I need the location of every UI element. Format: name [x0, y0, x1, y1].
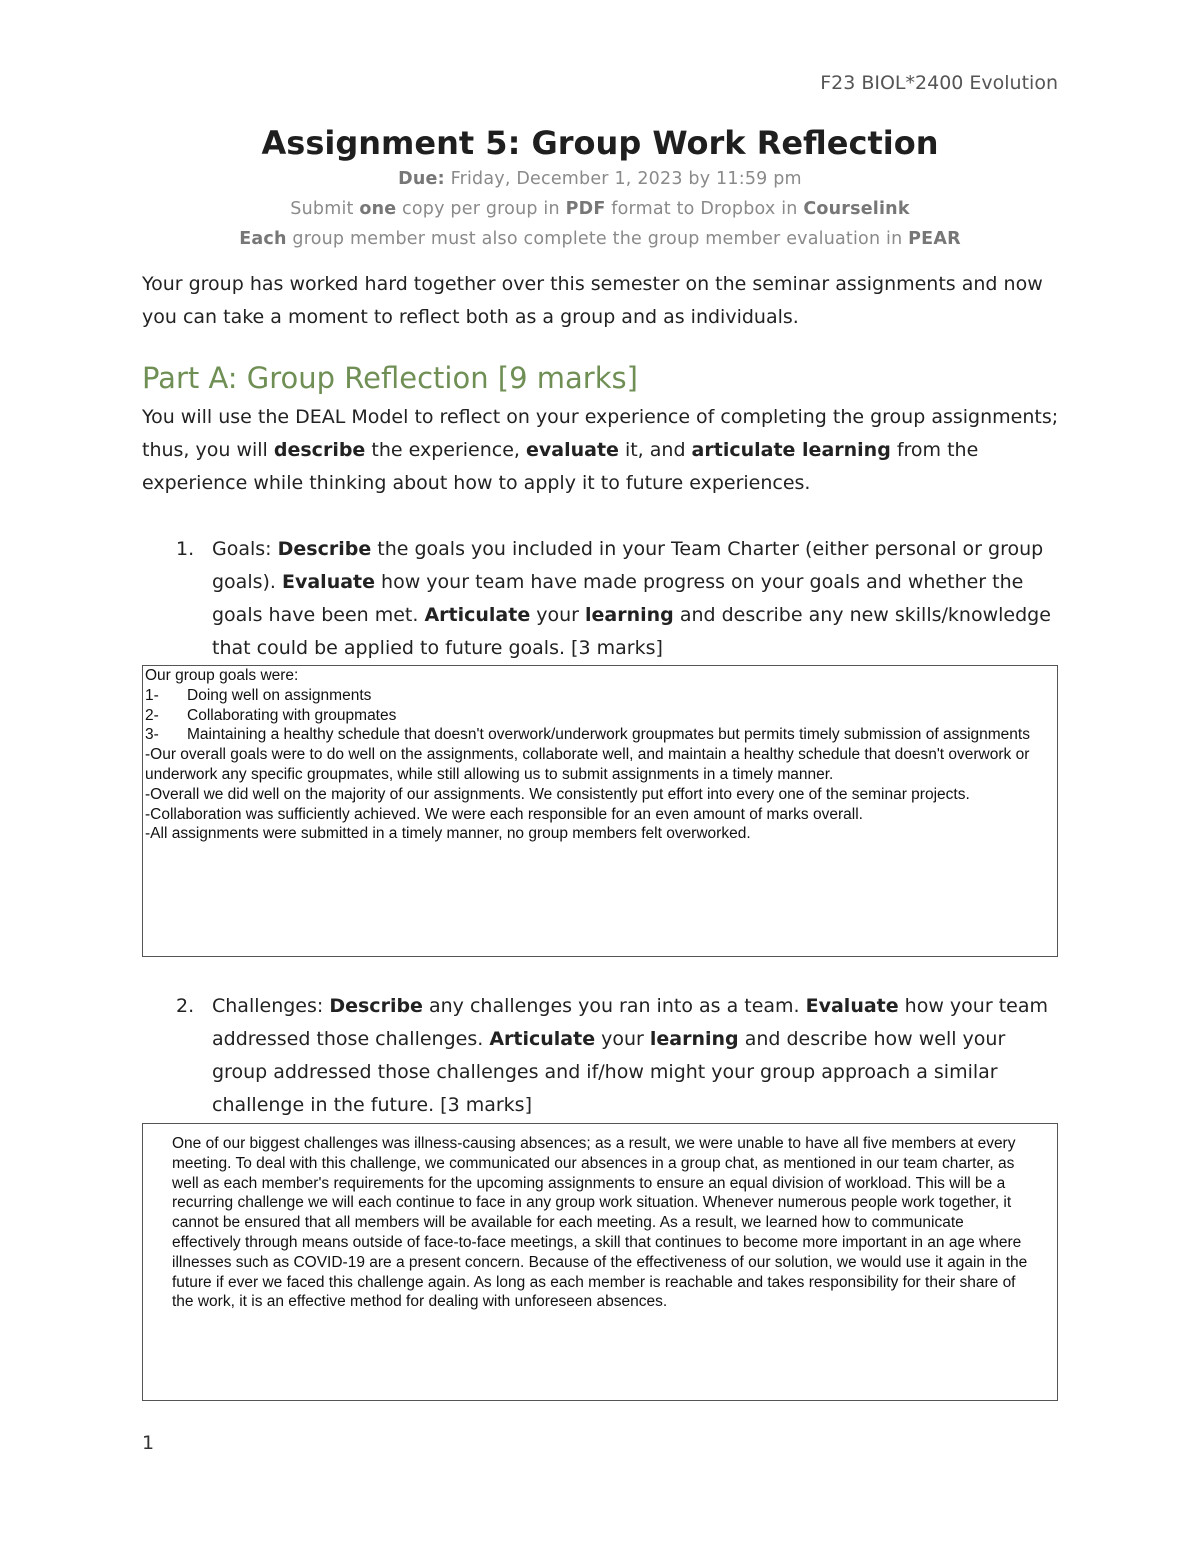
course-header: F23 BIOL*2400 Evolution — [820, 72, 1058, 94]
answer-box-challenges[interactable] — [142, 1123, 1058, 1401]
answer-paragraph: One of our biggest challenges was illness-causing absences; as a result, we were unable to have all five members at every meeting. To deal with this challenge, we communicated our absences in a group chat, as mentioned in our team charter, as well as each member's requirements for the upcoming assignments to ensure an equal division of workload. This will be a recurring challenge we will each continue to face in any group work situation. Whenever numerous people work together, it cannot be ensured that all members will be available for each meeting. As a result, we learned how to communicate effectively through means outside of face-to-face meetings, a skill that continues to become more important in an age where illnesses such as COVID-19 are a present concern. Because of the effectiveness of our solution, we would use it again in the future if ever we faced this challenge again. As long as each member is reachable and takes responsibility for their share of the work, it is an effective method for dealing with unforeseen absences. — [172, 1135, 1028, 1311]
evaluation-line: Each group member must also complete the group member evaluation in PEAR — [239, 229, 961, 249]
question-1 — [142, 533, 1062, 665]
question-text: Challenges: Describe any challenges you ran into as a team. Evaluate how your team addressed those challenges. Articulate your learning and describe how well your group addressed those challenges and if/how might your group approach a similar challenge in the future. [3 marks] — [212, 995, 1048, 1116]
question-number: 1. — [176, 538, 195, 560]
answer-line: -Our overall goals were to do well on the assignments, collaborate well, and maintain a healthy schedule that doesn't overwork or underwork any specific groupmates, while still allowing us to submit assignments in a timely manner. — [145, 746, 1030, 783]
part-a-description: You will use the DEAL Model to reflect on your experience of completing the group assignments; thus, you will describe the experience, evaluate it, and articulate learning from the experience while thinking about how to apply it to future experiences. — [142, 406, 1059, 494]
answer-intro: Our group goals were: — [145, 667, 299, 684]
question-2 — [142, 990, 1062, 1122]
list-item: 2- Collaborating with groupmates — [145, 706, 397, 724]
due-label: Due: — [398, 169, 445, 189]
question-text: Goals: Describe the goals you included in your Team Charter (either personal or group goals). Evaluate how your team have made progress on your goals and whether the goals have been met. Articulate your learning and describe any new skills/knowledge that could be applied to future goals. [3 marks] — [212, 538, 1051, 659]
title-block — [0, 122, 1200, 254]
answer-line: -Overall we did well on the majority of our assignments. We consistently put effort into every one of the seminar projects. — [145, 785, 970, 803]
page-title: Assignment 5: Group Work Reflection — [261, 124, 939, 162]
part-a-heading: Part A: Group Reflection [9 marks] — [142, 361, 638, 395]
answer-line: -Collaboration was sufficiently achieved. We were each responsible for an even amount of marks overall. — [145, 805, 863, 823]
answer-box-goals[interactable] — [142, 665, 1058, 957]
question-number: 2. — [176, 995, 195, 1017]
intro-paragraph: Your group has worked hard together over this semester on the seminar assignments and now you can take a moment to reflect both as a group and as individuals. — [142, 273, 1043, 328]
list-item: 3- Maintaining a healthy schedule that doesn't overwork/underwork groupmates but permits timely submission of assignments — [145, 726, 1030, 744]
page-number: 1 — [142, 1432, 155, 1454]
list-item: 1- Doing well on assignments — [145, 686, 372, 704]
due-date: Friday, December 1, 2023 by 11:59 pm — [450, 169, 802, 189]
answer-line: -All assignments were submitted in a timely manner, no group members felt overworked. — [145, 825, 751, 843]
submit-line: Submit one copy per group in PDF format to Dropbox in Courselink — [290, 199, 910, 219]
due-line — [0, 164, 1200, 194]
